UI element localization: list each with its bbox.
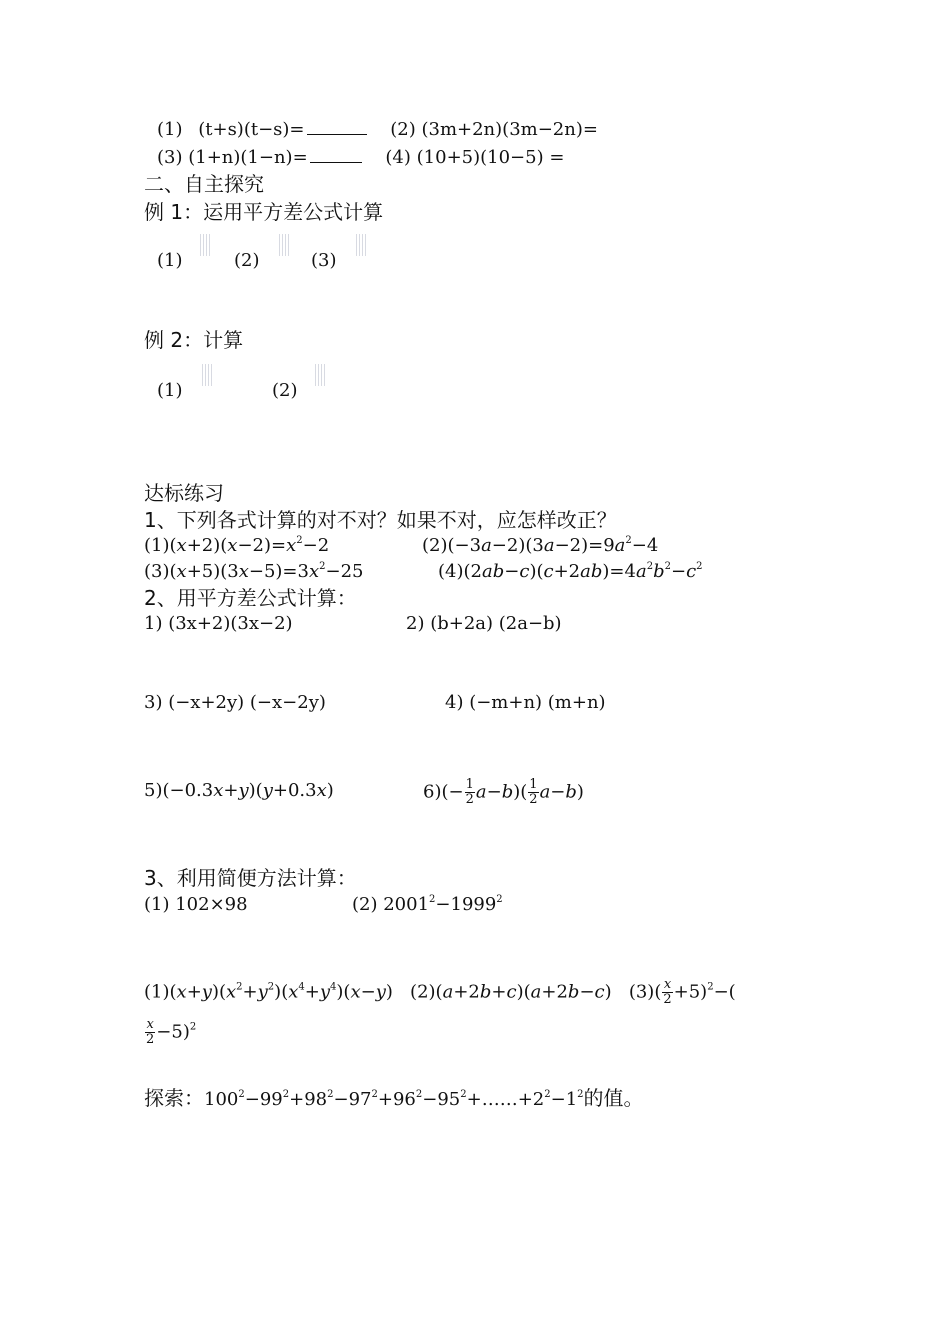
q2-problem-1: 1) (3x+2)(3x−2) xyxy=(144,613,293,634)
q1-item-b-label: (2) xyxy=(422,535,448,556)
practice-q3-row xyxy=(144,894,644,916)
extra-problems-row: $(1)(x+y)(x^2+y^2)(x^4+y^4)(x-y)$ (2)(a+2b+c)(a+2b−c) (3)( $\frac{x}{2}$ +5)$^2$−( xyxy=(144,977,736,1007)
q3-label: (3) xyxy=(157,147,183,168)
q1-label: (1) xyxy=(157,119,183,140)
q1-item-c-label: (3) xyxy=(144,561,170,582)
q2-problem-3: 3) (−x+2y) (−x−2y) xyxy=(144,692,326,713)
example-1-label-3: (3) xyxy=(311,250,337,271)
q3-item-a: (1) 102×98 xyxy=(144,894,248,915)
formula-image-icon xyxy=(315,364,327,386)
explore-question: 探索：$100^2-99^2+98^2-97^2+96^2-95^2+\dots\dots+2^2-1^2$的值。 xyxy=(144,1086,644,1110)
warmup-row-1 xyxy=(157,118,598,141)
example-1-title: 例 1：运用平方差公式计算 xyxy=(144,200,384,224)
q2-problem-5: 5)(−0.3x+y)(y+0.3x) xyxy=(144,780,334,801)
q2-problem-2: 2) (b+2a) (2a−b) xyxy=(406,613,562,634)
q1-item-d: $(4)(2ab-c)(c+2ab)=4a^2b^2-c^2$ xyxy=(438,561,703,582)
formula-image-icon xyxy=(200,234,212,256)
practice-q1-title: 1、下列各式计算的对不对？如果不对，应怎样改正？ xyxy=(144,508,617,532)
formula-image-icon xyxy=(202,364,214,386)
q1-expression: (t+s)(t−s)= xyxy=(198,119,305,140)
q2-problem-6: 6)(− $\frac{1}{2}$ a−b)( $\frac{1}{2}$ a−b) xyxy=(423,777,584,807)
practice-q2-title: 2、用平方差公式计算： xyxy=(144,586,357,610)
q2-problem-5-label: 5) xyxy=(144,780,163,801)
practice-q2-row-1 xyxy=(144,613,744,635)
q1-item-a: $(1)(x+2)(x-2)=x^2-2$ xyxy=(144,535,330,556)
fraction-x-over-2: $\frac{x}{2}$ xyxy=(146,1017,155,1047)
practice-title: 达标练习 xyxy=(144,481,224,505)
practice-q3-title: 3、利用简便方法计算： xyxy=(144,866,357,890)
q1-answer-blank[interactable] xyxy=(307,118,367,135)
section-title-explore: 二、自主探究 xyxy=(144,172,264,196)
warmup-row-2 xyxy=(157,146,564,169)
q3-item-b: (2) $2001^2-1999^2$ xyxy=(352,894,503,915)
practice-q1-row-1 xyxy=(144,535,744,557)
q3-item-b-label: (2) xyxy=(352,894,378,915)
q1-item-d-label: (4) xyxy=(438,561,464,582)
q4-expression: (10+5)(10−5) = xyxy=(416,147,565,168)
q4-label: (4) xyxy=(385,147,411,168)
q2-label: (2) xyxy=(390,119,416,140)
explore-label: 探索： xyxy=(144,1086,204,1110)
fraction-one-half: $\frac{1}{2}$ xyxy=(529,777,538,807)
q3-answer-blank[interactable] xyxy=(310,146,362,163)
q1-item-a-label: (1) xyxy=(144,535,170,556)
q2-problem-6-label: 6) xyxy=(423,781,442,803)
example-2-row xyxy=(157,380,357,406)
practice-q2-row-3 xyxy=(144,778,744,808)
example-2-label-1: (1) xyxy=(157,380,183,401)
extra-problems-continuation: $\frac{x}{2}$ −5)$^2$ xyxy=(146,1017,197,1047)
q1-item-c: $(3)(x+5)(3x-5)=3x^2-25$ xyxy=(144,561,364,582)
practice-q1-row-2 xyxy=(144,561,764,583)
formula-image-icon xyxy=(279,234,291,256)
fraction-x-over-2: $\frac{x}{2}$ xyxy=(663,977,672,1007)
q2-problem-4: 4) (−m+n) (m+n) xyxy=(445,692,606,713)
example-1-row xyxy=(157,250,417,276)
extra-label-3: (3) xyxy=(628,981,655,1003)
example-2-title: 例 2：计算 xyxy=(144,328,244,352)
fraction-one-half: $\frac{1}{2}$ xyxy=(465,777,474,807)
q2-expression: (3m+2n)(3m−2n)= xyxy=(421,119,598,140)
explore-suffix: 的值。 xyxy=(583,1086,644,1110)
extra-label-2: (2) xyxy=(410,981,436,1003)
practice-q2-row-2 xyxy=(144,692,744,714)
formula-image-icon xyxy=(356,234,368,256)
example-1-label-1: (1) xyxy=(157,250,183,271)
extra-label-1: (1) xyxy=(144,981,170,1003)
example-2-label-2: (2) xyxy=(272,380,298,401)
q3-expression: (1+n)(1−n)= xyxy=(188,147,308,168)
q1-item-b: $(2)(-3a-2)(3a-2)=9a^2-4$ xyxy=(422,535,659,556)
example-1-label-2: (2) xyxy=(234,250,260,271)
